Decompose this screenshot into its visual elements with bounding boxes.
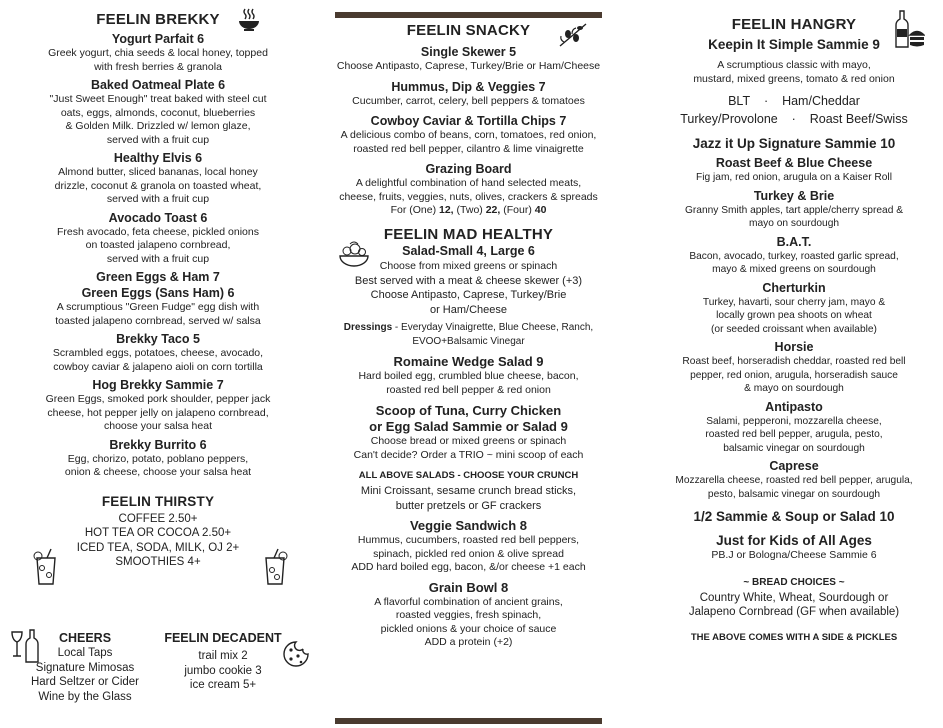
menu-item [8,77,308,147]
options-row [650,92,938,110]
menu-item-desc-line: & Golden Milk. Drizzled w/ lemon glaze, [65,120,251,132]
salad-desc-line: Choose Antipasto, Caprese, Turkey/Brie [370,289,567,301]
salad-title: Salad-Small 4, Large 6 [402,243,535,258]
cookie-icon [282,640,310,668]
menu-item-desc-line: A delightful combination of hand selected meats, [355,177,582,189]
sides-footer: THE ABOVE COMES WITH A SIDE & PICKLES [690,631,898,643]
menu-item-desc-line: served with a fruit cup [106,193,210,205]
menu-item-title: Scoop of Tuna, Curry Chicken [375,403,562,418]
menu-item-desc-line: Hard boiled egg, crumbled blue cheese, bacon, [358,370,579,382]
menu-item-desc-line: mayo & mixed greens on sourdough [712,264,876,275]
keepin-desc-line: mustard, mixed greens, tomato & red onion [693,72,895,85]
menu-item [650,188,938,231]
menu-item-desc-line: Choose Antipasto, Caprese, Turkey/Brie or Ham/Cheese [336,60,601,72]
menu-item-title: Brekky Burrito 6 [109,437,207,452]
menu-item-desc-line: roasted red bell pepper & red onion [386,383,551,396]
cheers-section [20,630,150,704]
kids-title: Just for Kids of All Ages [716,533,872,548]
hangry-list [650,155,938,501]
soup-bowl-icon [238,8,260,32]
salad-bowl-icon [338,240,370,270]
menu-item-desc-line: Cucumber, carrot, celery, bell peppers & tomatoes [352,94,585,107]
menu-item [8,437,308,480]
size-price: 40 [534,204,547,216]
cheers-line: Local Taps [57,647,113,659]
lemonade-glass-icon [262,548,288,586]
snacky-list [335,44,602,204]
menu-item [8,269,308,328]
menu-item-desc-line: spinach, pickled red onion & olive spread [373,547,564,560]
decadent-section [158,630,288,693]
menu-item-desc-line: cowboy caviar & jalapeno aioli on corn tortilla [53,360,263,373]
menu-item [8,31,308,74]
menu-item-desc-line: pesto, balsamic vinegar on sourdough [707,488,881,500]
decadent-line: trail mix 2 [198,650,248,662]
healthy-heading: FEELIN MAD HEALTHY [383,225,554,243]
menu-item-desc-line: A scrumptious "Green Fudge" egg dish with [56,301,260,313]
menu-item-desc-line: (or seeded croissant when available) [711,323,877,335]
menu-item-desc-line: Egg, chorizo, potato, poblano peppers, [67,452,249,465]
menu-item-desc-line: balsamic vinegar on sourdough [723,442,865,454]
menu-item [650,280,938,337]
menu-item-desc-line: locally grown pea shoots on wheat [716,310,872,321]
healthy-list [335,354,602,462]
snacky-heading: FEELIN SNACKY [406,22,531,39]
menu-item-desc-line: served with a fruit cup [106,133,210,146]
menu-item-title: Yogurt Parfait 6 [111,32,205,46]
menu-item-desc-line: Scrambled eggs, potatoes, cheese, avocado, [52,347,264,359]
menu-item [335,354,602,397]
menu-item-desc-line: Mozzarella cheese, roasted red bell pepper, arugula, [675,475,913,486]
menu-item-title: Grazing Board [425,162,512,176]
menu-item-title: Healthy Elvis 6 [113,151,203,165]
olive-branch-icon [558,22,588,48]
menu-item [8,210,308,267]
keepin-desc-line: A scrumptious classic with mayo, [717,59,871,71]
options-row [650,110,938,128]
menu-item [650,155,938,185]
menu-item [8,377,308,434]
menu-item-desc-line: Can't decide? Order a TRIO ~ mini scoop of each [353,448,584,461]
option: Turkey/Provolone [680,112,778,126]
menu-item-desc-line: Almond butter, sliced bananas, local honey [58,166,258,178]
menu-item-desc-line: cheese, hot pepper jelly on jalapeno cornbread, [47,406,269,419]
keepin-title: Keepin It Simple Sammie 9 [708,37,880,52]
menu-item-title: Roast Beef & Blue Cheese [715,156,873,170]
crunch-line: butter pretzels or GF crackers [395,499,542,512]
menu-item [335,113,602,156]
cheers-heading: CHEERS [58,631,112,645]
decadent-line: ice cream 5+ [189,679,257,691]
menu-item-title: Horsie [774,340,814,354]
menu-item-title: Single Skewer 5 [420,45,517,59]
hangry-column [650,0,938,646]
option: Ham/Cheddar [782,94,860,108]
menu-item-title: Hummus, Dip & Veggies 7 [391,79,546,94]
dressings-label: Dressings [343,322,393,333]
menu-item-desc-line: onion & cheese, choose your salsa heat [64,466,252,478]
crunch-line: Mini Croissant, sesame crunch bread sticks, [360,485,577,497]
menu-item-desc-line: ADD a protein (+2) [424,636,513,648]
cheers-line: Hard Seltzer or Cider [30,676,139,688]
drink-line: SMOOTHIES 4+ [115,556,201,568]
half-sammie-title: 1/2 Sammie & Soup or Salad 10 [693,509,895,524]
menu-item-desc-line: with fresh berries & granola [94,60,222,73]
option: Roast Beef/Swiss [809,112,908,126]
menu-item [650,399,938,456]
dressings-line [335,321,602,348]
menu-item-desc-line: drizzle, coconut & granola on toasted wheat, [54,179,262,192]
menu-item [335,518,602,575]
menu-item-desc-line: choose your salsa heat [104,420,212,432]
menu-item-title: Green Eggs (Sans Ham) 6 [81,286,235,300]
cocktail-glass-icon [33,548,59,586]
option-separator: · [764,94,769,108]
menu-item-desc-line: ADD hard boiled egg, bacon, &/or cheese +1 each [351,561,586,573]
size-label: (Four) [503,204,532,216]
menu-item-title: Brekky Taco 5 [116,332,200,346]
menu-item [8,331,308,374]
bread-line: Country White, Wheat, Sourdough or [699,591,889,604]
crunch-heading: ALL ABOVE SALADS - CHOOSE YOUR CRUNCH [358,470,579,481]
menu-item-desc-line: Fresh avocado, feta cheese, pickled onions [57,225,259,238]
menu-item-title: Caprese [769,459,819,473]
cheers-line: Wine by the Glass [38,690,132,703]
menu-item [650,234,938,277]
kids-desc: PB.J or Bologna/Cheese Sammie 6 [711,549,877,561]
brekky-column [8,0,308,570]
menu-item-title: Avocado Toast 6 [108,210,208,225]
brekky-list [8,31,308,480]
menu-item-title: Turkey & Brie [753,188,835,203]
menu-item-desc-line: served with a fruit cup [106,252,210,265]
menu-item-desc-line: pepper, red onion, arugula, horseradish sauce [690,369,898,381]
bottom-divider-bar [335,718,602,724]
bread-heading: ~ BREAD CHOICES ~ [743,576,845,588]
salad-desc-line: Best served with a meat & cheese skewer (+3) [354,274,583,287]
menu-item-desc-line: mayo on sourdough [748,218,840,229]
menu-item-desc-line: pickled onions & your choice of sauce [380,622,557,635]
bread-line: Jalapeno Cornbread (GF when available) [688,606,900,618]
decadent-heading: FEELIN DECADENT [164,631,282,645]
menu-item-desc-line: Fig jam, red onion, arugula on a Kaiser Roll [696,172,892,183]
menu-item-desc-line: roasted veggies, fresh spinach, [395,609,542,621]
menu-item-desc-line: & mayo on sourdough [744,383,844,394]
menu-item [335,44,602,74]
menu-item-desc-line: A flavorful combination of ancient grains, [374,595,563,608]
menu-item-desc-line: Turkey, havarti, sour cherry jam, mayo & [702,296,886,308]
menu-item-desc-line: roasted red bell pepper, cilantro & lime vinaigrette [353,142,584,155]
menu-item [335,79,602,109]
size-label: For (One) [390,204,437,216]
menu-item-desc-line: Choose bread or mixed greens or spinach [370,435,567,447]
menu-item-desc-line: roasted red bell pepper, arugula, pesto, [705,429,883,440]
jazz-title: Jazz it Up Signature Sammie 10 [692,136,896,151]
top-divider-bar [335,12,602,18]
menu-item-desc-line: Roast beef, horseradish cheddar, roasted red bell [682,356,906,367]
menu-item-title: or Egg Salad Sammie or Salad 9 [369,419,568,434]
healthy-list-2 [335,518,602,650]
size-price: 12, [439,204,454,216]
menu-item-title: Romaine Wedge Salad 9 [393,354,544,369]
drink-line: ICED TEA, SODA, MILK, OJ 2+ [76,541,240,554]
menu-item-desc-line: Greek yogurt, chia seeds & local honey, topped [48,47,268,59]
menu-item-desc-line: "Just Sweet Enough" treat baked with steel cut [49,93,267,105]
menu-item-title: Baked Oatmeal Plate 6 [90,78,226,92]
menu-item-title: Hog Brekky Sammie 7 [92,378,224,392]
menu-item-title: Grain Bowl 8 [428,579,509,595]
snacky-column [335,22,602,650]
menu-item-desc-line: oats, eggs, almonds, coconut, blueberries [60,106,256,119]
menu-item-desc-line: Hummus, cucumbers, roasted red bell peppers, [357,534,580,546]
brekky-heading: FEELIN BREKKY [96,11,220,28]
menu-item-desc-line: Granny Smith apples, tart apple/cherry spread & [684,204,903,216]
salad-desc-line: Choose from mixed greens or spinach [379,259,558,272]
grazing-sizes [335,204,602,218]
option-separator: · [791,112,796,126]
menu-item [335,161,602,204]
menu-item-title: Cherturkin [762,280,826,295]
menu-item-desc-line: Green Eggs, smoked pork shoulder, pepper jack [45,393,271,405]
option: BLT [728,94,751,108]
menu-item [650,339,938,396]
drink-line: COFFEE 2.50+ [118,512,198,525]
menu-item-title: Cowboy Caviar & Tortilla Chips 7 [370,114,567,128]
menu-item-title: B.A.T. [776,234,812,249]
hangry-heading: FEELIN HANGRY [731,16,857,33]
dressings-text: EVOO+Balsamic Vinegar [412,335,525,347]
decadent-line: jumbo cookie 3 [184,664,262,677]
keepin-options [650,92,938,128]
cheers-line: Signature Mimosas [35,661,135,674]
salad-desc-line: or Ham/Cheese [429,303,508,316]
menu-item-desc-line: Bacon, avocado, turkey, roasted garlic spread, [689,250,899,262]
menu-item-desc-line: Salami, pepperoni, mozzarella cheese, [706,415,882,427]
menu-item-desc-line: cheese, fruits, veggies, nuts, olives, crackers & spreads [339,190,598,203]
menu-item-desc-line: on toasted jalapeno cornbread, [85,239,231,251]
menu-item-desc-line: toasted jalapeno cornbread, served w/ salsa [55,314,261,327]
size-label: (Two) [456,204,483,216]
dressings-text: - Everyday Vinaigrette, Blue Cheese, Ranch, [392,322,594,333]
menu-item [335,403,602,462]
menu-item [650,458,938,501]
menu-item-desc-line: A delicious combo of beans, corn, tomatoes, red onion, [340,129,597,141]
beer-bottle-burger-icon [893,9,925,49]
menu-item [8,150,308,207]
size-price: 22, [485,204,501,216]
menu-item-title: Antipasto [765,399,823,414]
drink-line: HOT TEA OR COCOA 2.50+ [84,527,232,539]
thirsty-heading: FEELIN THIRSTY [101,493,215,509]
menu-item [335,580,602,650]
menu-item-title: Veggie Sandwich 8 [409,518,528,533]
menu-item-title: Green Eggs & Ham 7 [96,270,220,284]
